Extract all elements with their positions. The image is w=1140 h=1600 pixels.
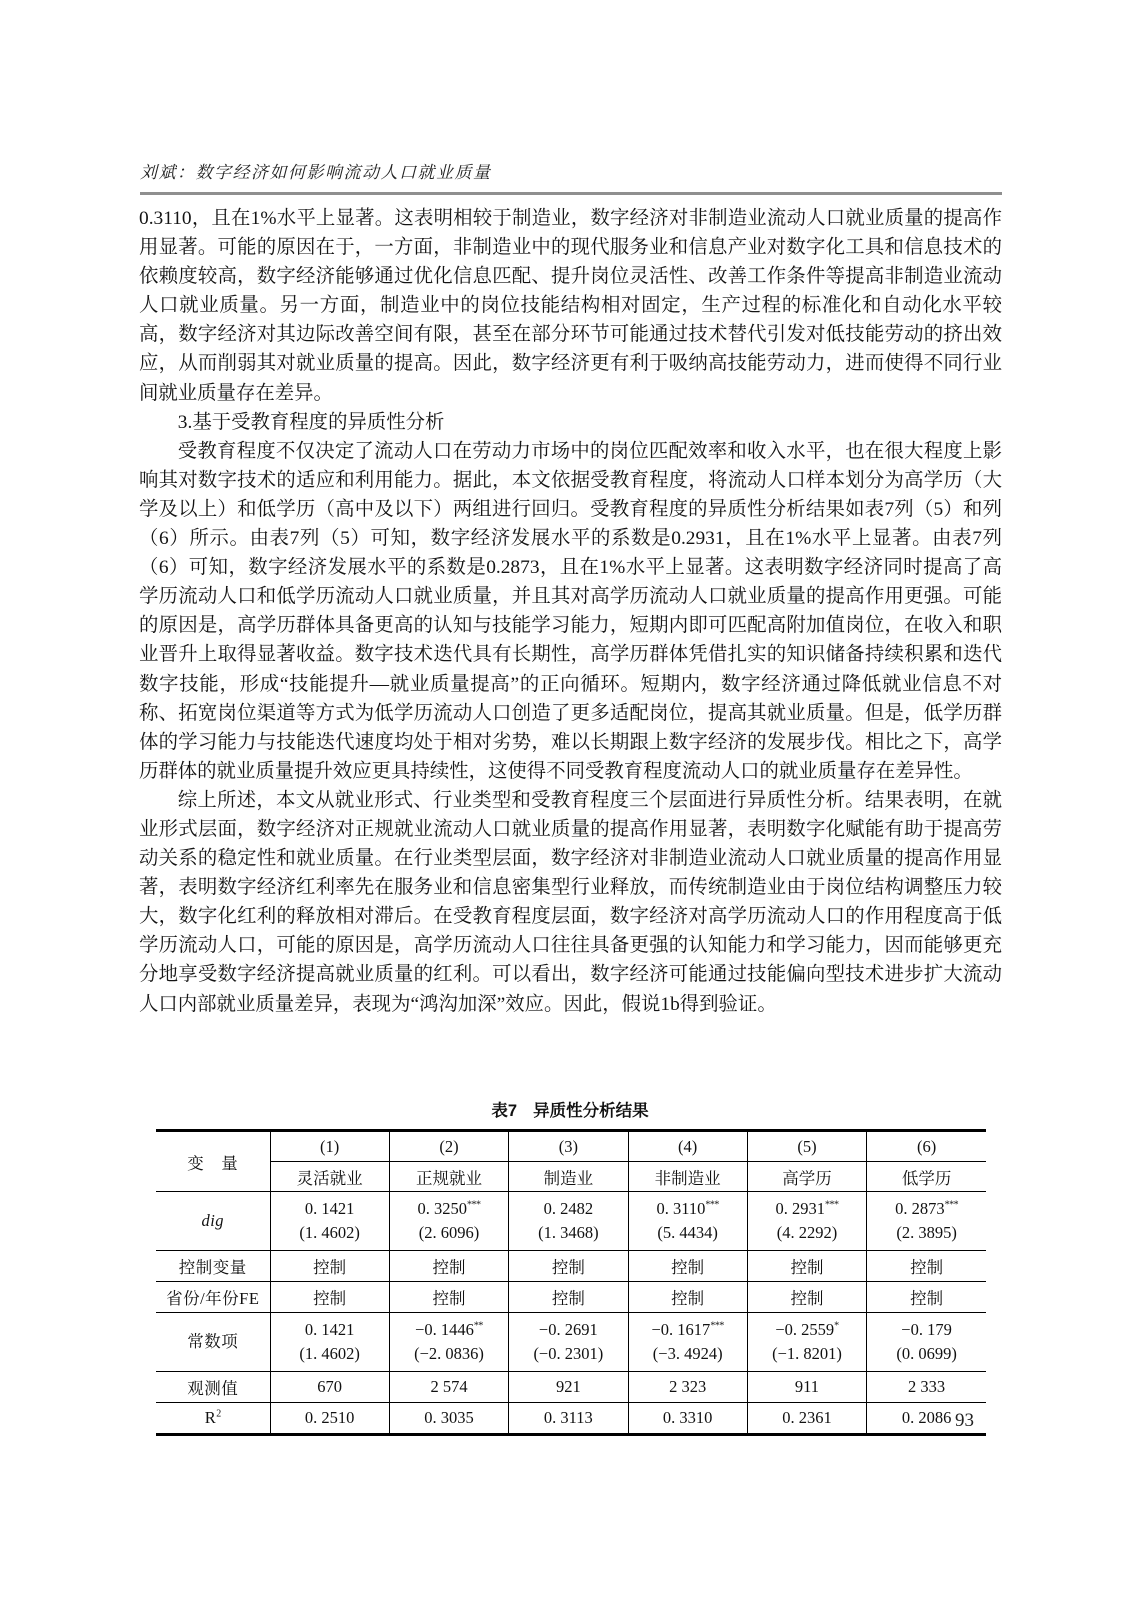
table-cell: −0. 1617*** (−3. 4924)	[628, 1313, 747, 1372]
table-cell: 0. 2510	[270, 1403, 389, 1435]
row-label-controls: 控制变量	[156, 1251, 270, 1282]
table-cell: 控制	[867, 1282, 986, 1313]
col-name-high-edu: 高学历	[747, 1162, 866, 1192]
col-name-flexible: 灵活就业	[270, 1162, 389, 1192]
paragraph-education-analysis: 受教育程度不仅决定了流动人口在劳动力市场中的岗位匹配效率和收入水平，也在很大程度上影响其对数字技术的适应和利用能力。据此，本文依据受教育程度，将流动人口样本划分为高学历（大学及以上）和低学历（高中及以下）两组进行回归。受教育程度的异质性分析结果如表7列（5）和列（6）所示。由表7列（5）可知，数字经济发展水平的系数是0.2931，且在1%水平上显著。由表7列（6）可知，数字经济发展水平的系数是0.2873，且在1%水平上显著。这表明数字经济同时提高了高学历流动人口和低学历流动人口就业质量，并且其对高学历流动人口就业质量的提高作用更强。可能的原因是，高学历群体具备更高的认知与技能学习能力，短期内即可匹配高附加值岗位，在收入和职业晋升上取得显著收益。数字技术迭代具有长期性，高学历群体凭借扎实的知识储备持续积累和迭代数字技能，形成“技能提升—就业质量提高”的正向循环。短期内，数字经济通过降低就业信息不对称、拓宽岗位渠道等方式为低学历流动人口创造了更多适配岗位，提高其就业质量。但是，低学历群体的学习能力与技能迭代速度均处于相对劣势，难以长期跟上数字经济的发展步伐。相比之下，高学历群体的就业质量提升效应更具持续性，这使得不同受教育程度流动人口的就业质量存在差异性。	[139, 440, 1002, 782]
col-number-1: (1)	[270, 1131, 389, 1162]
table-cell: 0. 1421 (1. 4602)	[270, 1313, 389, 1372]
table-cell: 控制	[389, 1251, 508, 1282]
table-cell: 0. 3310	[628, 1403, 747, 1435]
row-label-dig: dig	[156, 1192, 270, 1251]
row-label-constant: 常数项	[156, 1313, 270, 1372]
running-header	[140, 158, 1002, 195]
col-number-6: (6)	[867, 1131, 986, 1162]
table-cell: 921	[509, 1372, 628, 1403]
col-number-4: (4)	[628, 1131, 747, 1162]
table-cell: −0. 2559* (−1. 8201)	[747, 1313, 866, 1372]
table-cell: 控制	[389, 1282, 508, 1313]
table-cell: 0. 3110*** (5. 4434)	[628, 1192, 747, 1251]
table-cell: 0. 3035	[389, 1403, 508, 1435]
table-row-fe	[156, 1282, 986, 1313]
table-header-variable: 变 量	[156, 1131, 270, 1192]
table-cell: 控制	[628, 1251, 747, 1282]
paragraph-industry-analysis: 0.3110，且在1%水平上显著。这表明相较于制造业，数字经济对非制造业流动人口就业质量的提高作用显著。可能的原因在于，一方面，非制造业中的现代服务业和信息产业对数字化工具和信息技术的依赖度较高，数字经济能够通过优化信息匹配、提升岗位灵活性、改善工作条件等提高非制造业流动人口就业质量。另一方面，制造业中的岗位技能结构相对固定，生产过程的标准化和自动化水平较高，数字经济对其边际改善空间有限，甚至在部分环节可能通过技术替代引发对低技能劳动的挤出效应，从而削弱其对就业质量的提高。因此，数字经济更有利于吸纳高技能劳动力，进而使得不同行业间就业质量存在差异。	[139, 208, 1002, 404]
table-cell: 控制	[628, 1282, 747, 1313]
table-caption-label: 表7	[491, 1102, 518, 1120]
table-header-row-groups	[156, 1162, 986, 1192]
row-label-fe: 省份/年份FE	[156, 1282, 270, 1313]
col-number-2: (2)	[389, 1131, 508, 1162]
table-caption	[140, 1097, 1000, 1121]
table-cell: 控制	[509, 1282, 628, 1313]
table-cell: 670	[270, 1372, 389, 1403]
row-label-observations: 观测值	[156, 1372, 270, 1403]
paragraph-summary: 综上所述，本文从就业形式、行业类型和受教育程度三个层面进行异质性分析。结果表明，在就业形式层面，数字经济对正规就业流动人口就业质量的提高作用显著，表明数字化赋能有助于提高劳动关系的稳定性和就业质量。在行业类型层面，数字经济对非制造业流动人口就业质量的提高作用显著，表明数字经济红利率先在服务业和信息密集型行业释放，而传统制造业由于岗位结构调整压力较大，数字化红利的释放相对滞后。在受教育程度层面，数字经济对高学历流动人口的作用程度高于低学历流动人口，可能的原因是，高学历流动人口往往具备更强的认知能力和学习能力，因而能够更充分地享受数字经济提高就业质量的红利。可以看出，数字经济可能通过技能偏向型技术进步扩大流动人口内部就业质量差异，表现为“鸿沟加深”效应。因此，假说1b得到验证。	[139, 789, 1002, 1015]
col-number-3: (3)	[509, 1131, 628, 1162]
table-cell: 2 333	[867, 1372, 986, 1403]
table-cell: 控制	[747, 1251, 866, 1282]
table-row-observations	[156, 1372, 986, 1403]
table-cell: 0. 2931*** (4. 2292)	[747, 1192, 866, 1251]
table-cell: 911	[747, 1372, 866, 1403]
col-name-formal: 正规就业	[389, 1162, 508, 1192]
table-cell: 0. 1421 (1. 4602)	[270, 1192, 389, 1251]
running-header-text: 刘斌：数字经济如何影响流动人口就业质量	[140, 163, 492, 182]
table-cell: 0. 2361	[747, 1403, 866, 1435]
table-row-dig	[156, 1192, 986, 1251]
table-cell: 控制	[747, 1282, 866, 1313]
table-row-r2	[156, 1403, 986, 1435]
table-cell: −0. 2691 (−0. 2301)	[509, 1313, 628, 1372]
header-rule	[140, 192, 1002, 195]
col-name-manufacturing: 制造业	[509, 1162, 628, 1192]
table-cell: 0. 2482 (1. 3468)	[509, 1192, 628, 1251]
table-cell: 0. 3250*** (2. 6096)	[389, 1192, 508, 1251]
table-row-constant	[156, 1313, 986, 1372]
article-body	[139, 204, 1002, 1019]
table-cell: 0. 2086	[867, 1403, 986, 1435]
table-cell: 2 323	[628, 1372, 747, 1403]
table-cell: 控制	[270, 1251, 389, 1282]
table-cell: 控制	[270, 1282, 389, 1313]
page-number: 93	[955, 1410, 974, 1431]
col-name-nonmanufacturing: 非制造业	[628, 1162, 747, 1192]
section-heading-education: 3.基于受教育程度的异质性分析	[177, 411, 445, 433]
table-cell: 0. 2873*** (2. 3895)	[867, 1192, 986, 1251]
table-cell: 控制	[867, 1251, 986, 1282]
table-cell: −0. 179 (0. 0699)	[867, 1313, 986, 1372]
col-number-5: (5)	[747, 1131, 866, 1162]
table-cell: 控制	[509, 1251, 628, 1282]
table-row-controls	[156, 1251, 986, 1282]
row-label-r2: $R^2$	[156, 1403, 270, 1435]
table-cell: −0. 1446** (−2. 0836)	[389, 1313, 508, 1372]
table-cell: 0. 3113	[509, 1403, 628, 1435]
table-caption-title: 异质性分析结果	[533, 1102, 649, 1120]
table-header-row-numbers	[156, 1131, 986, 1162]
results-table	[156, 1129, 986, 1436]
col-name-low-edu: 低学历	[867, 1162, 986, 1192]
table-cell: 2 574	[389, 1372, 508, 1403]
